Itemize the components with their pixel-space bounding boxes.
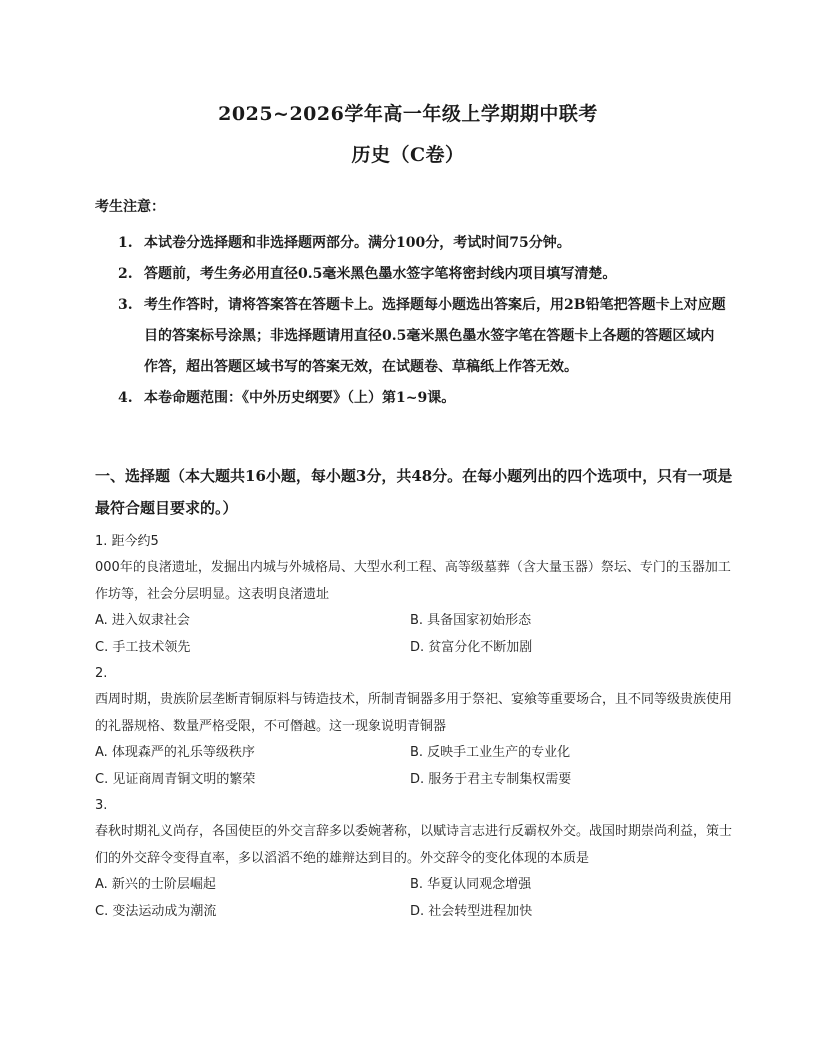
exam-subtitle: 历史（C卷） [351,144,465,166]
question-2 [95,661,735,793]
option-c[interactable]: C. 见证商周青铜文明的繁荣 [95,771,256,787]
option-b[interactable]: B. 反映手工业生产的专业化 [410,745,571,761]
exam-title: 2025~2026学年高一年级上学期期中联考 [218,103,598,125]
notice-item [118,259,728,290]
option-d[interactable]: D. 贫富分化不断加剧 [410,639,533,655]
question-3 [95,793,735,925]
option-d[interactable]: D. 社会转型进程加快 [410,903,533,919]
option-c[interactable]: C. 手工技术领先 [95,639,191,655]
notice-number: 3. [118,297,133,313]
question-stem: 西周时期，贵族阶层垄断青铜原料与铸造技术，所制青铜器多用于祭祀、宴飨等重要场合，且不同等级贵族使用的礼器规格、数量严格受限，不可僭越。这一现象说明青铜器 [95,692,733,734]
option-b[interactable]: B. 华夏认同观念增强 [410,877,532,893]
notice-text: 本试卷分选择题和非选择题两部分。满分100分，考试时间75分钟。 [144,235,571,251]
notice-item [118,228,728,259]
option-a[interactable]: A. 进入奴隶社会 [95,613,190,629]
section-heading: 一、选择题（本大题共16小题，每小题3分，共48分。在每小题列出的四个选项中，只有一项是最符合题目要求的。） [95,467,733,517]
notice-text: 考生作答时，请将答案答在答题卡上。选择题每小题选出答案后，用2B铅笔把答题卡上对应题目的答案标号涂黑；非选择题请用直径0.5毫米黑色墨水签字笔在答题卡上各题的答题区域内作答，超出答题区域书写的答案无效，在试题卷、草稿纸上作答无效。 [144,297,726,375]
question-list [95,529,735,925]
notice-number: 4. [118,390,133,406]
notice-list [118,228,728,414]
question-1 [95,529,735,661]
question-stem: 春秋时期礼义尚存，各国使臣的外交言辞多以委婉著称，以赋诗言志进行反霸权外交。战国时期崇尚利益，策士们的外交辞令变得直率，多以滔滔不绝的雄辩达到目的。外交辞令的变化体现的本质是 [95,824,733,866]
option-a[interactable]: A. 体现森严的礼乐等级秩序 [95,745,255,761]
notice-text: 本卷命题范围：《中外历史纲要》（上）第1~9课。 [144,390,456,406]
notice-item [118,290,728,383]
notice-number: 1. [118,235,133,251]
notice-number: 2. [118,266,133,282]
question-stem: 000年的良渚遗址，发掘出内城与外城格局、大型水利工程、高等级墓葬（含大量玉器）祭坛、专门的玉器加工作坊等，社会分层明显。这表明良渚遗址 [95,560,731,602]
question-number: 1. 距今约5 [95,534,159,549]
option-d[interactable]: D. 服务于君主专制集权需要 [410,771,572,787]
question-number: 3. [95,798,108,814]
option-b[interactable]: B. 具备国家初始形态 [410,613,532,629]
notice-text: 答题前，考生务必用直径0.5毫米黑色墨水签字笔将密封线内项目填写清楚。 [144,266,617,282]
option-c[interactable]: C. 变法运动成为潮流 [95,903,217,919]
option-a[interactable]: A. 新兴的士阶层崛起 [95,877,216,893]
question-number: 2. [95,666,108,682]
option-group [95,608,735,661]
notice-item [118,383,728,414]
option-group [95,740,735,793]
notice-heading: 考生注意： [95,199,165,215]
option-group [95,872,735,925]
